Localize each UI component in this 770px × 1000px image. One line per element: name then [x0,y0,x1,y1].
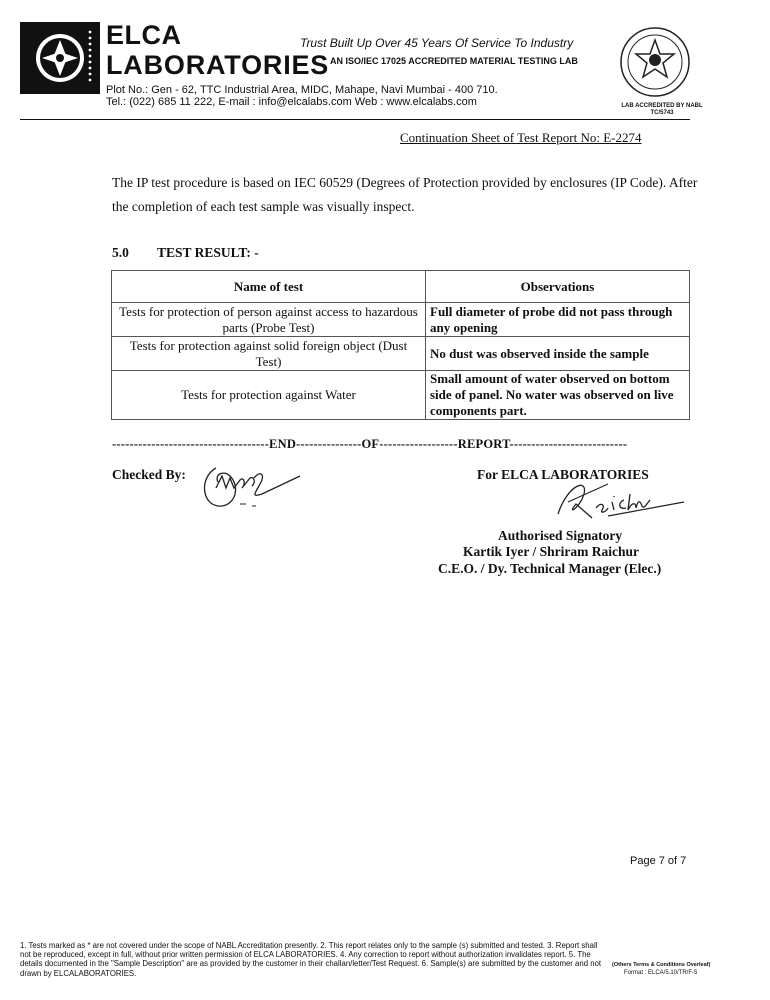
address-line2: Tel.: (022) 685 11 222, E-mail : info@elcalabs.com Web : www.elcalabs.com [106,96,477,108]
page-number: Page 7 of 7 [630,855,687,867]
section-title: TEST RESULT: - [157,245,259,260]
for-lab-label: For ELCA LABORATORIES [477,467,649,482]
checker-signature-icon [196,448,306,518]
intro-paragraph: The IP test procedure is based on IEC 60529 (Degrees of Protection provided by enclosures (IP Code). After the completion of each test sample was visually inspect. [112,175,698,214]
accreditation-text: AN ISO/IEC 17025 ACCREDITED MATERIAL TESTING LAB [330,56,578,66]
table-row [112,371,690,420]
observation-cell: Full diameter of probe did not pass through any opening [426,303,690,337]
footer-notes: 1. Tests marked as * are not covered under the scope of NABL Accreditation presently. 2. This report relates only to the sample (s) submitted and tested. 3. Report shall not be reproduced, except in full, without prior written permission of ELCA LABORATORIES. 4. Any correction to report without authorization invalidates report. 5. The details documented in the "Sample Description" are as provided by the customer in their challan/letter/Test Request. 6. Sample(s) are submitted by the customer and not drawn by ELCALABORATORIES. [20,941,602,978]
column-header: Observations [426,271,690,303]
nabl-code: TC/5743 [650,110,674,116]
brand-name-line1: ELCA [106,20,182,50]
company-tagline: Trust Built Up Over 45 Years Of Service To Industry [300,36,574,50]
footer-format-code: Format : ELCA/5.10/TR/F-5 [624,970,698,976]
continuation-title: Continuation Sheet of Test Report No: E-2274 [400,130,642,145]
column-header: Name of test [112,271,426,303]
nabl-seal-icon [614,24,696,104]
header-divider [20,119,690,120]
end-of-report-line: ------------------------------------END---------------OF------------------REPORT--------------------------- [112,437,628,451]
test-name-cell: Tests for protection of person against access to hazardous parts (Probe Test) [112,303,426,337]
test-name-cell: Tests for protection against solid foreign object (Dust Test) [112,337,426,371]
brand-name-line2: LABORATORIES [106,50,330,80]
table-row [112,303,690,337]
signatory-signature-icon [548,474,688,526]
test-name-cell: Tests for protection against Water [112,371,426,420]
observation-cell: Small amount of water observed on bottom side of panel. No water was observed on live components part. [426,371,690,420]
address-line1: Plot No.: Gen - 62, TTC Industrial Area, MIDC, Mahape, Navi Mumbai - 400 710. [106,84,498,96]
results-table [111,270,690,420]
table-header-row [112,271,690,303]
authorised-signatory-label: Authorised Signatory [498,528,623,543]
section-number: 5.0 [112,245,129,260]
elca-logo-icon [20,22,100,94]
footer-terms-note: (Others Terms & Conditions Overleaf) [612,962,711,968]
nabl-label: LAB ACCREDITED BY NABL [621,103,703,109]
signatory-names: Kartik Iyer / Shriram Raichur [463,544,639,559]
checked-by-label: Checked By: [112,467,186,482]
signatory-titles: C.E.O. / Dy. Technical Manager (Elec.) [438,561,662,576]
table-row [112,337,690,371]
observation-cell: No dust was observed inside the sample [426,337,690,371]
